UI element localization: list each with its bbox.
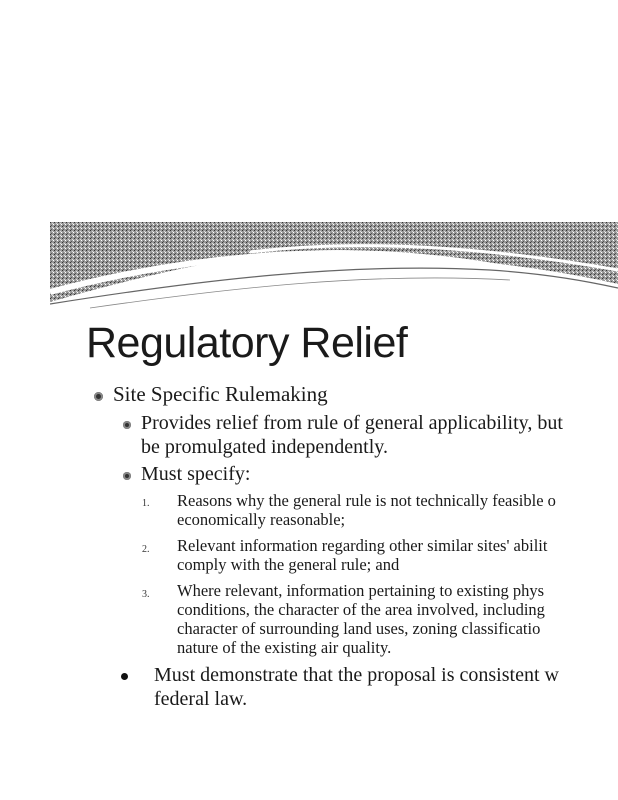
numbered-marker: 2. (142, 544, 150, 555)
bullet-must-specify: Must specify: (141, 463, 251, 485)
bullet-dot-icon (123, 421, 131, 429)
numbered-item-3-line3: character of surrounding land uses, zoning classificatio (177, 619, 541, 638)
header-wave-banner (50, 222, 618, 314)
numbered-item-1-line2: economically reasonable; (177, 510, 346, 529)
bullet-dot-icon (123, 472, 131, 480)
bullet-dot-icon (121, 673, 128, 680)
slide-title: Regulatory Relief (86, 319, 408, 367)
numbered-item-1-line1: Reasons why the general rule is not technically feasible o (177, 491, 556, 510)
numbered-marker: 3. (142, 589, 150, 600)
numbered-item-3-line2: conditions, the character of the area involved, including (177, 600, 545, 619)
numbered-item-3-line1: Where relevant, information pertaining to existing phys (177, 581, 545, 600)
numbered-marker: 1. (142, 498, 150, 509)
bullet-provides-relief-line1: Provides relief from rule of general applicability, but (141, 412, 563, 434)
numbered-item-2-line1: Relevant information regarding other similar sites' abilit (177, 536, 548, 555)
bullet-site-specific: Site Specific Rulemaking (113, 382, 328, 406)
bullet-provides-relief-line2: be promulgated independently. (141, 436, 388, 458)
bullet-must-demonstrate-line2: federal law. (154, 688, 248, 710)
bullet-dot-icon (94, 392, 103, 401)
bullet-must-demonstrate-line1: Must demonstrate that the proposal is consistent w (154, 664, 559, 686)
numbered-item-3-line4: nature of the existing air quality. (177, 638, 392, 657)
numbered-item-2-line2: comply with the general rule; and (177, 555, 400, 574)
